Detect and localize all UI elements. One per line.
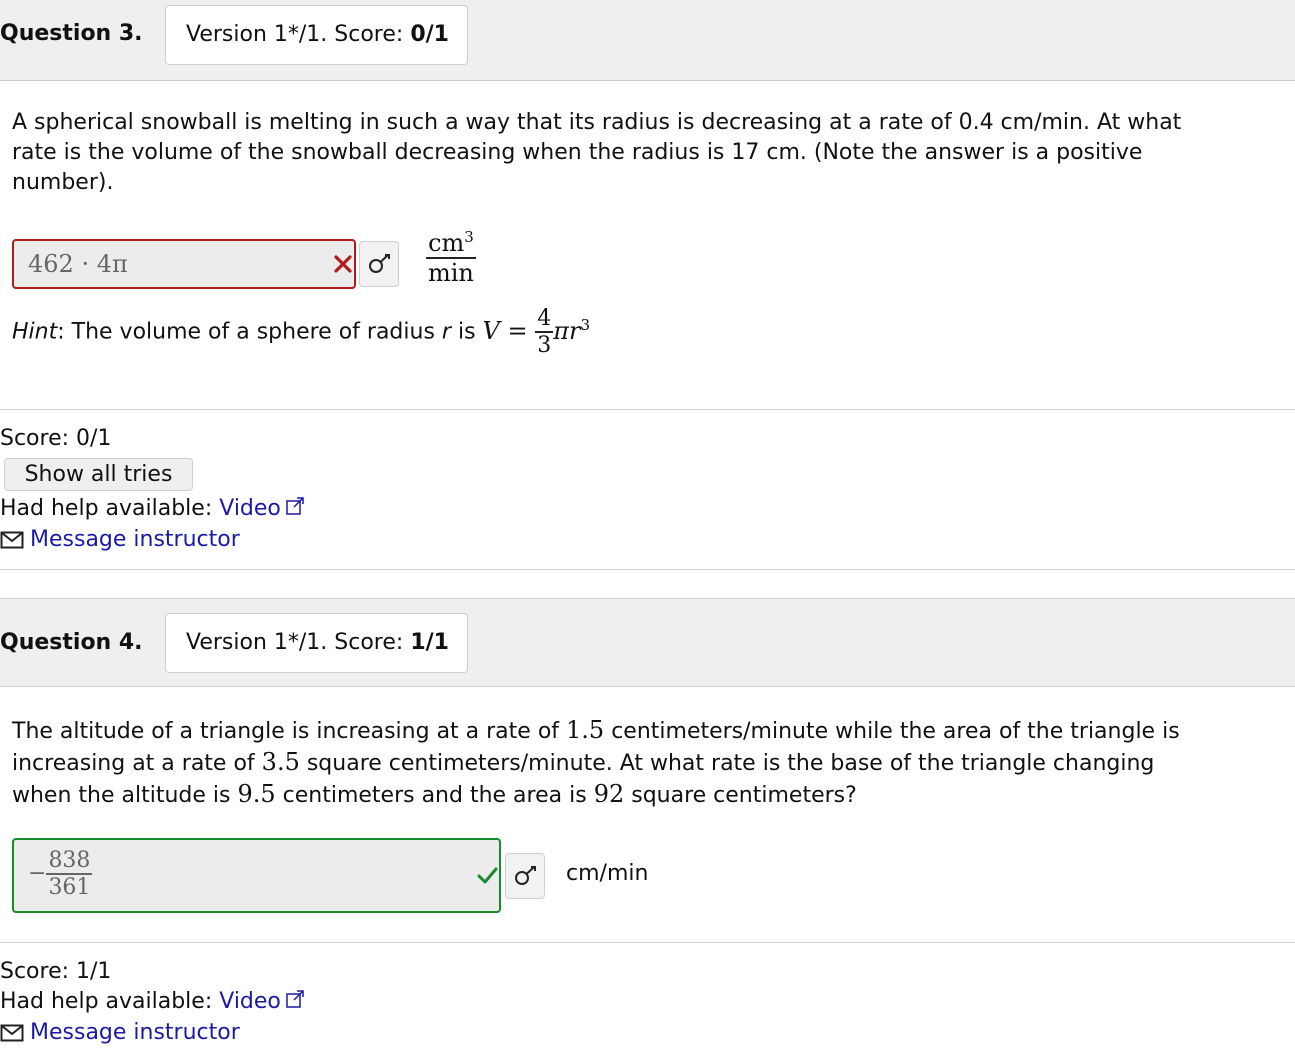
divider: [0, 569, 1295, 570]
envelope-icon: [0, 530, 24, 550]
message-instructor-link[interactable]: Message instructor: [30, 1020, 240, 1045]
answer-denominator: 361: [48, 875, 91, 900]
message-instructor-row[interactable]: [0, 1020, 240, 1045]
correct-check-icon: [476, 866, 498, 892]
question-text: The altitude of a triangle is increasing at a rate of 1.5 centimeters/minute while the area of the triangle is increasing at a rate of 3.5 square centimeters/minute. At what rate is the base of the triangle changing when the altitude is 9.5 centimeters and the area is 92 square centimeters?: [12, 716, 1180, 808]
eyeglasses-icon: [368, 253, 392, 275]
version-score: 0/1: [410, 22, 449, 47]
help-available: Had help available: Video: [0, 989, 305, 1015]
hint-label: Hint: [12, 319, 58, 345]
envelope-icon: [0, 1023, 24, 1043]
question-number: Question 4.: [0, 630, 143, 655]
incorrect-x-icon: [332, 253, 354, 281]
answer-numerator: 838: [48, 848, 91, 873]
question-4-header: [0, 598, 1295, 687]
external-link-icon: [285, 496, 305, 522]
score-text: Score: 1/1: [0, 959, 112, 984]
question-3-header: [0, 0, 1295, 81]
video-link[interactable]: Video: [219, 989, 281, 1014]
answer-sign: −: [28, 861, 47, 886]
answer-value: [28, 848, 92, 900]
answer-value: 462 · 4π: [28, 250, 128, 278]
show-all-tries-button[interactable]: Show all tries: [4, 458, 193, 491]
version-score: 1/1: [410, 630, 449, 655]
message-instructor-row[interactable]: [0, 527, 240, 552]
eyeglasses-icon: [514, 865, 538, 887]
help-available: Had help available: Video: [0, 496, 305, 522]
version-label: Version 1*/1. Score:: [186, 630, 411, 655]
unit-denominator: min: [428, 259, 474, 287]
hint: Hint: The volume of a sphere of radius r is V = $\frac{4}{3}$ $\pi r^3$: [12, 306, 591, 358]
version-score-box: [165, 5, 468, 65]
version-label: Version 1*/1. Score:: [186, 22, 411, 47]
external-link-icon: [285, 989, 305, 1015]
version-score-box: [165, 613, 468, 673]
preview-button[interactable]: [359, 241, 399, 287]
preview-button[interactable]: [505, 853, 545, 899]
answer-unit: [426, 228, 476, 287]
answer-input[interactable]: [12, 838, 501, 913]
divider: [0, 409, 1295, 410]
message-instructor-link[interactable]: Message instructor: [30, 527, 240, 552]
answer-unit: cm/min: [566, 861, 649, 886]
video-link[interactable]: Video: [219, 496, 281, 521]
divider: [0, 942, 1295, 943]
question-text: A spherical snowball is melting in such a way that its radius is decreasing at a rate of 0.4 cm/min. At what rate is the volume of the snowball decreasing when the radius is 17 cm. (Note the answer is a positive number).: [12, 110, 1182, 195]
question-number: Question 3.: [0, 21, 143, 46]
unit-numerator: cm: [428, 229, 465, 257]
unit-exponent: 3: [464, 228, 474, 246]
answer-input[interactable]: [12, 239, 356, 289]
score-text: Score: 0/1: [0, 426, 112, 451]
